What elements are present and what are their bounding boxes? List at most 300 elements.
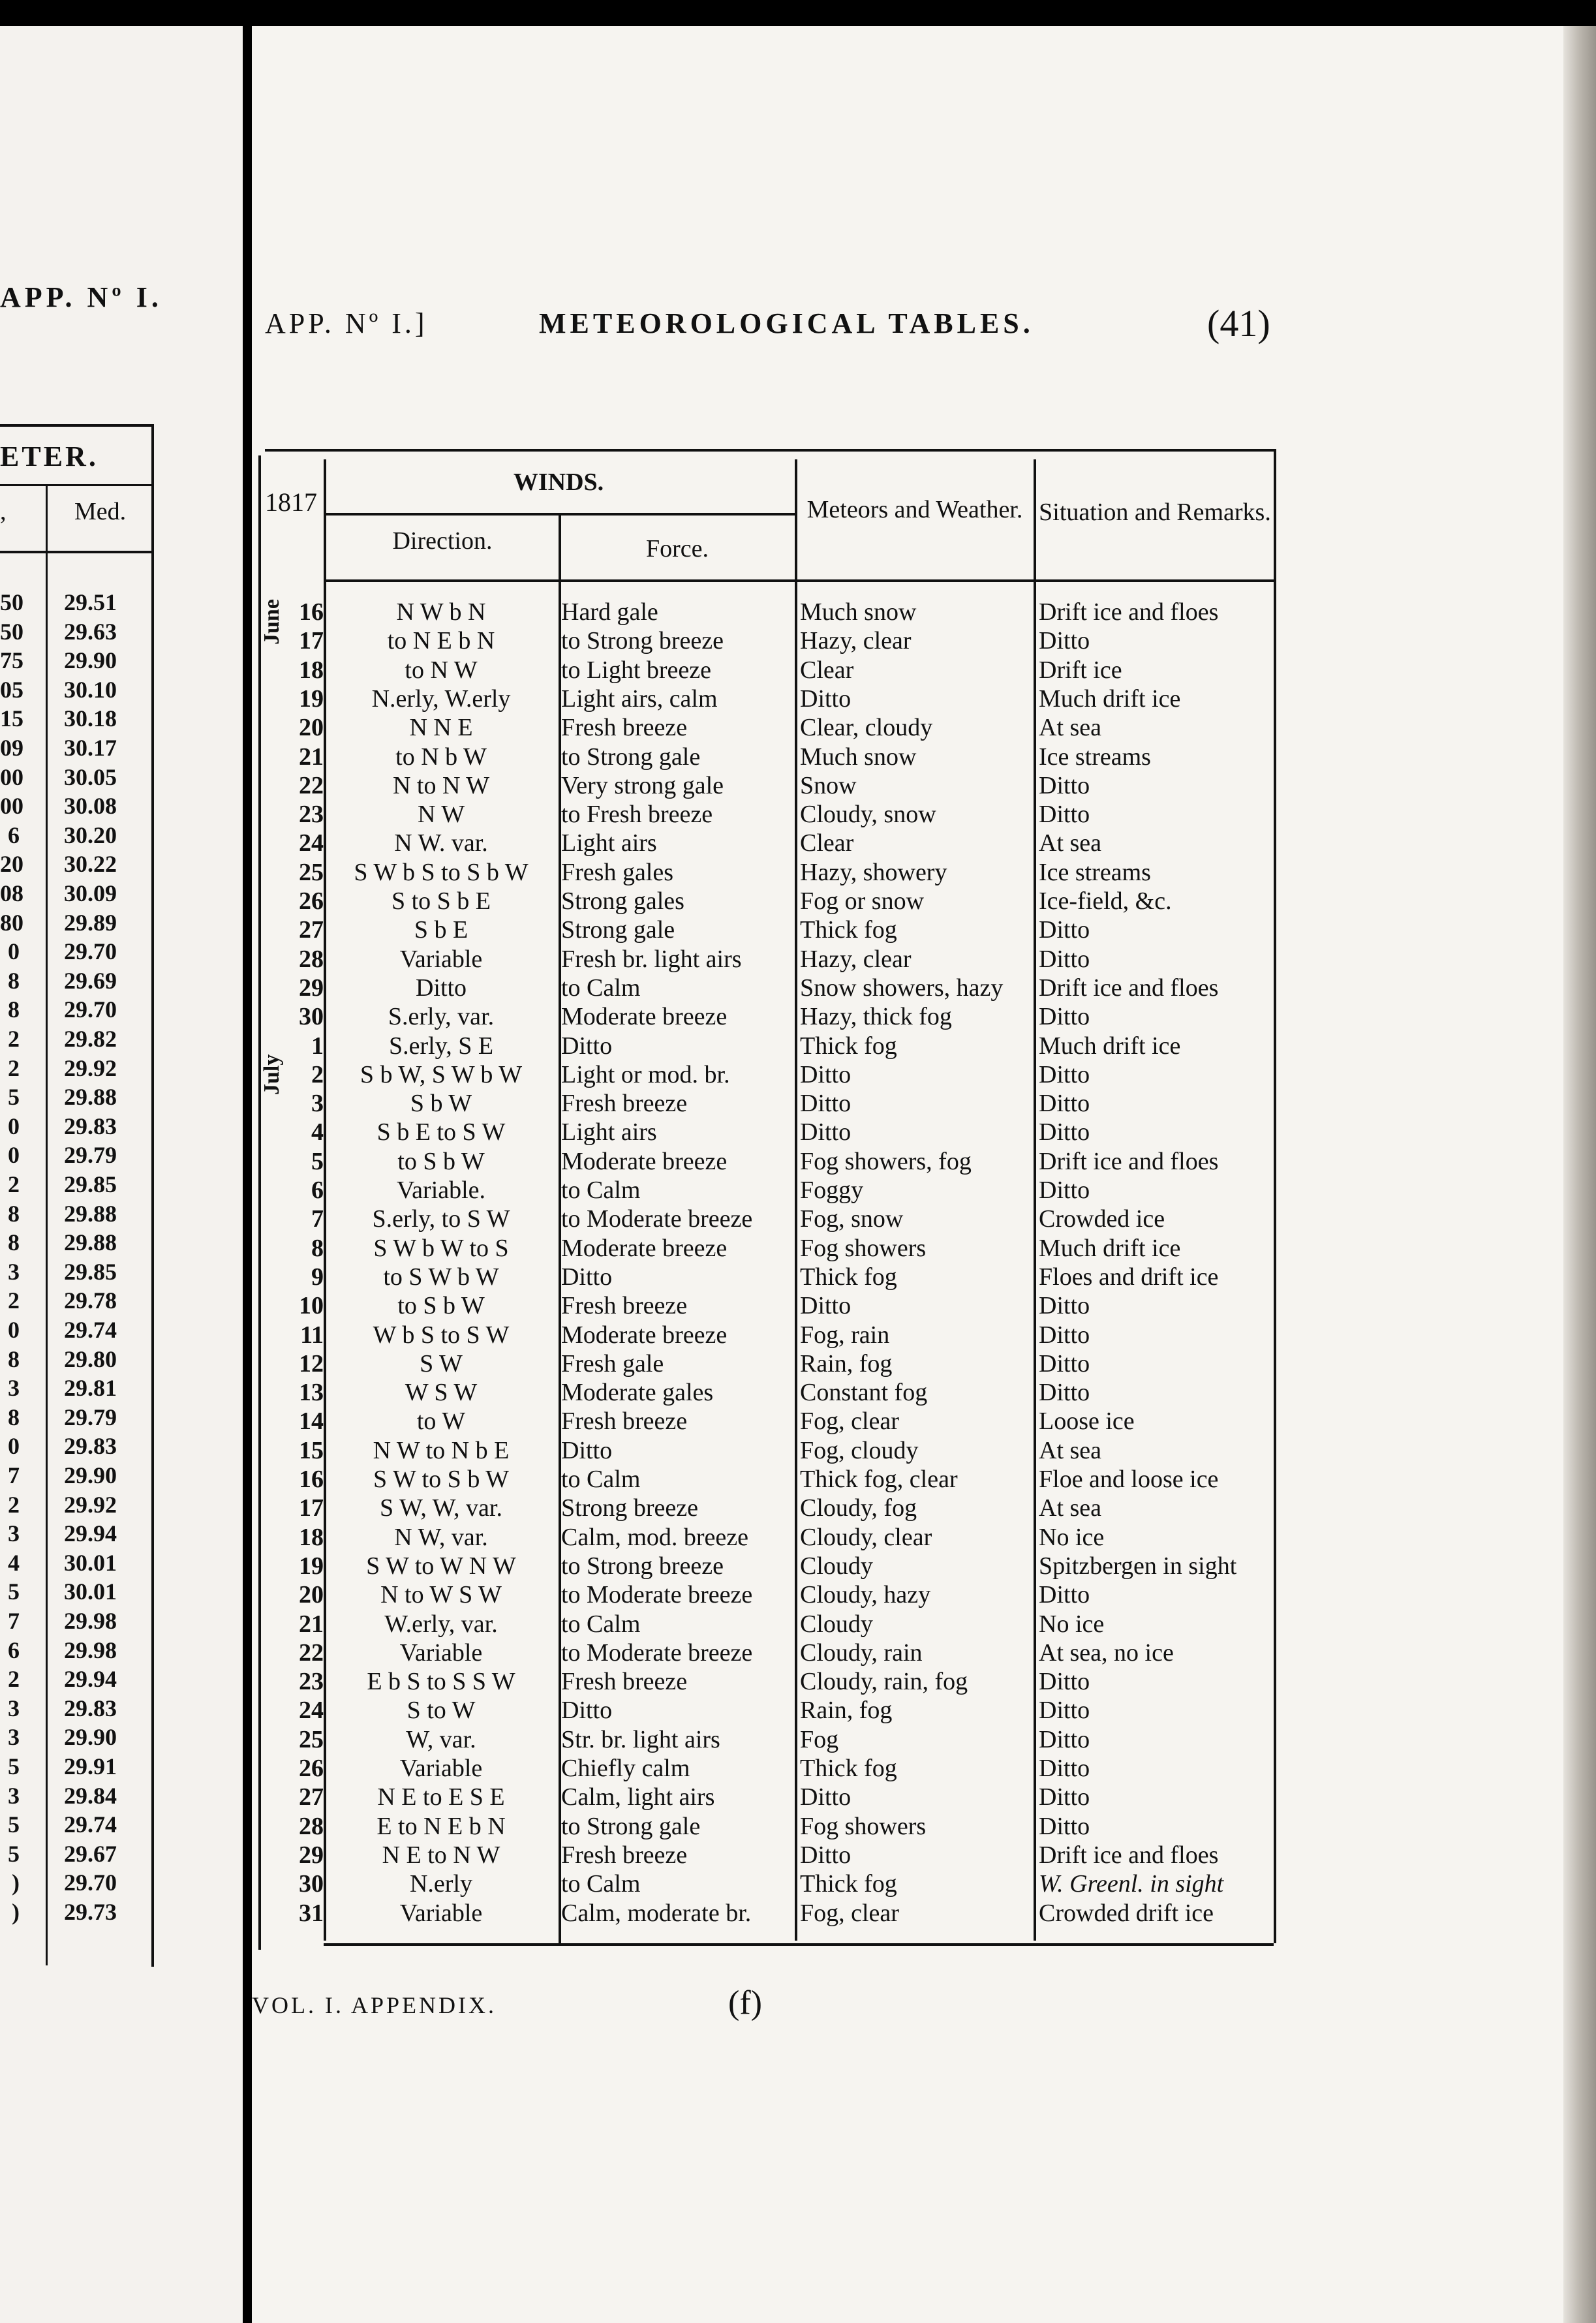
table-row bbox=[258, 1841, 1276, 1869]
left-col-a-cell: 50 bbox=[0, 589, 23, 615]
situation-cell: No ice bbox=[1039, 1523, 1105, 1551]
direction-cell: to N b W bbox=[395, 743, 487, 771]
direction-cell: Variable. bbox=[396, 1177, 486, 1204]
direction-cell: N W. var. bbox=[394, 829, 488, 857]
table-row bbox=[258, 1407, 1276, 1436]
left-med-cell: 30.09 bbox=[64, 880, 117, 906]
force-cell: to Calm bbox=[561, 974, 641, 1002]
left-table-row bbox=[0, 880, 151, 908]
left-med-cell: 29.85 bbox=[64, 1171, 117, 1197]
left-header-rule-bottom bbox=[0, 551, 151, 553]
left-table-row bbox=[0, 1083, 151, 1112]
header-bottom-rule bbox=[324, 579, 1276, 582]
direction-cell: Variable bbox=[399, 1755, 483, 1782]
day-cell: 4 bbox=[311, 1118, 324, 1146]
table-row bbox=[258, 1494, 1276, 1522]
direction-cell: to S W b W bbox=[383, 1263, 499, 1291]
situation-cell: Ditto bbox=[1039, 916, 1090, 944]
day-cell: 15 bbox=[299, 1436, 324, 1464]
left-med-cell: 29.67 bbox=[64, 1840, 117, 1867]
left-col-a-cell: 75 bbox=[0, 647, 23, 674]
situation-cell: Ditto bbox=[1039, 1349, 1090, 1377]
day-cell: 31 bbox=[299, 1899, 324, 1927]
meteors-cell: Cloudy bbox=[800, 1552, 873, 1580]
day-cell: 20 bbox=[299, 1581, 324, 1609]
situation-cell: Much drift ice bbox=[1039, 1032, 1181, 1060]
left-med-cell: 29.88 bbox=[64, 1200, 117, 1227]
meteors-cell: Constant fog bbox=[800, 1379, 928, 1407]
table-row bbox=[258, 1580, 1276, 1609]
day-cell: 28 bbox=[299, 1812, 324, 1840]
left-med-cell: 29.89 bbox=[64, 909, 117, 936]
direction-cell: Variable bbox=[399, 1899, 483, 1927]
force-cell: Strong gale bbox=[561, 916, 675, 944]
left-table-row bbox=[0, 822, 151, 850]
left-col-a-cell: 3 bbox=[8, 1782, 20, 1809]
left-col-a-cell: 8 bbox=[8, 1346, 20, 1372]
day-cell: 17 bbox=[299, 1494, 324, 1522]
left-col-a-cell: 2 bbox=[8, 1491, 20, 1518]
left-table-row bbox=[0, 1462, 151, 1490]
left-col-a-cell: 0 bbox=[8, 938, 20, 965]
situation-cell: Ice-field, &c. bbox=[1039, 887, 1172, 915]
direction-cell: S W b S to S b W bbox=[354, 858, 529, 886]
force-cell: to Moderate breeze bbox=[561, 1205, 753, 1233]
meteors-cell: Cloudy, rain, fog bbox=[800, 1668, 968, 1696]
situation-cell: Ditto bbox=[1039, 627, 1090, 655]
table-row bbox=[258, 1032, 1276, 1060]
left-med-cell: 29.98 bbox=[64, 1637, 117, 1663]
day-cell: 13 bbox=[299, 1379, 324, 1407]
day-cell: 26 bbox=[299, 887, 324, 915]
day-cell: 3 bbox=[311, 1090, 324, 1118]
force-cell: Str. br. light airs bbox=[561, 1725, 720, 1753]
left-table-row bbox=[0, 1316, 151, 1345]
meteors-cell: Thick fog bbox=[800, 1263, 897, 1291]
left-table-row bbox=[0, 1200, 151, 1229]
left-table-row bbox=[0, 1723, 151, 1752]
force-cell: Light airs bbox=[561, 1118, 657, 1146]
day-cell: 16 bbox=[299, 1466, 324, 1493]
meteors-cell: Thick fog bbox=[800, 1870, 897, 1898]
left-table-row bbox=[0, 1025, 151, 1054]
left-med-cell: 29.79 bbox=[64, 1404, 117, 1430]
left-col-a-cell: 05 bbox=[0, 676, 23, 703]
day-cell: 12 bbox=[299, 1349, 324, 1377]
direction-cell: S.erly, var. bbox=[388, 1003, 495, 1031]
direction-cell: W S W bbox=[405, 1379, 478, 1407]
left-med-cell: 29.92 bbox=[64, 1054, 117, 1081]
day-cell: 25 bbox=[299, 858, 324, 886]
left-table-row bbox=[0, 1869, 151, 1898]
table-row bbox=[258, 713, 1276, 742]
direction-cell: S.erly, to S W bbox=[372, 1205, 510, 1233]
left-med-cell: 29.82 bbox=[64, 1026, 117, 1052]
left-med-cell: 30.22 bbox=[64, 851, 117, 878]
day-cell: 23 bbox=[299, 801, 324, 829]
table-row bbox=[258, 685, 1276, 713]
situation-cell: At sea bbox=[1039, 1436, 1102, 1464]
situation-cell: Ditto bbox=[1039, 1060, 1090, 1088]
day-cell: 28 bbox=[299, 945, 324, 973]
force-cell: Fresh breeze bbox=[561, 1668, 688, 1696]
situation-heading: Situation and Remarks. bbox=[1039, 499, 1271, 526]
table-top-rule bbox=[265, 449, 1276, 452]
situation-cell: Ditto bbox=[1039, 1668, 1090, 1696]
direction-cell: S b E bbox=[414, 916, 468, 944]
force-cell: Fresh breeze bbox=[561, 1090, 688, 1118]
left-table-row bbox=[0, 1637, 151, 1665]
meteors-cell: Fog or snow bbox=[800, 887, 925, 915]
force-cell: to Moderate breeze bbox=[561, 1638, 753, 1667]
day-cell: 7 bbox=[311, 1205, 324, 1233]
meteors-cell: Rain, fog bbox=[800, 1697, 893, 1725]
left-col-a-cell: 2 bbox=[8, 1287, 20, 1314]
left-med-cell: 30.01 bbox=[64, 1578, 117, 1605]
left-table-row bbox=[0, 850, 151, 879]
direction-cell: S b W bbox=[410, 1090, 472, 1118]
meteors-cell: Cloudy, snow bbox=[800, 801, 936, 829]
left-col-a-cell: 2 bbox=[8, 1054, 20, 1081]
table-row bbox=[258, 1610, 1276, 1638]
force-cell: Calm, mod. breeze bbox=[561, 1523, 749, 1551]
meteors-cell: Thick fog bbox=[800, 1032, 897, 1060]
left-col-a-cell: 3 bbox=[8, 1724, 20, 1751]
left-table-row bbox=[0, 1578, 151, 1607]
left-table-row bbox=[0, 1404, 151, 1432]
situation-cell: Ditto bbox=[1039, 945, 1090, 973]
direction-cell: N W bbox=[417, 801, 465, 829]
force-cell: to Calm bbox=[561, 1870, 641, 1898]
meteors-cell: Snow bbox=[800, 771, 857, 799]
left-table-row bbox=[0, 676, 151, 705]
table-row bbox=[258, 1118, 1276, 1146]
situation-cell: Ditto bbox=[1039, 1697, 1090, 1725]
situation-cell: Ditto bbox=[1039, 1118, 1090, 1146]
meteors-cell: Hazy, clear bbox=[800, 945, 912, 973]
force-cell: Calm, light airs bbox=[561, 1783, 715, 1811]
force-cell: to Strong gale bbox=[561, 743, 701, 771]
situation-cell: Loose ice bbox=[1039, 1408, 1135, 1436]
meteors-cell: Cloudy, hazy bbox=[800, 1581, 931, 1609]
day-cell: 23 bbox=[299, 1668, 324, 1696]
left-table-row bbox=[0, 734, 151, 763]
force-cell: Fresh breeze bbox=[561, 714, 688, 742]
page-edge bbox=[1563, 26, 1596, 2323]
direction-cell: N N E bbox=[409, 714, 473, 742]
meteors-cell: Fog showers bbox=[800, 1234, 927, 1262]
direction-cell: W, var. bbox=[406, 1725, 476, 1753]
table-row bbox=[258, 1436, 1276, 1465]
left-col-a-cell: 4 bbox=[8, 1549, 20, 1576]
situation-cell: Ditto bbox=[1039, 1003, 1090, 1031]
table-row bbox=[258, 887, 1276, 915]
direction-cell: E to N E b N bbox=[376, 1812, 506, 1840]
left-col-a-cell: 2 bbox=[8, 1666, 20, 1693]
day-cell: 29 bbox=[299, 1841, 324, 1869]
direction-cell: E b S to S S W bbox=[367, 1668, 515, 1696]
left-med-cell: 30.20 bbox=[64, 822, 117, 848]
table-row bbox=[258, 858, 1276, 887]
meteors-cell: Ditto bbox=[800, 1783, 852, 1811]
meteors-cell: Fog showers bbox=[800, 1812, 927, 1840]
meteors-cell: Ditto bbox=[800, 1090, 852, 1118]
direction-cell: to N W bbox=[405, 656, 478, 684]
force-cell: Moderate breeze bbox=[561, 1321, 728, 1349]
table-row bbox=[258, 800, 1276, 829]
table-row bbox=[258, 1378, 1276, 1407]
table-row bbox=[258, 1465, 1276, 1494]
left-med-cell: 29.70 bbox=[64, 1869, 117, 1896]
meteors-cell: Fog, clear bbox=[800, 1408, 899, 1436]
force-cell: Fresh breeze bbox=[561, 1292, 688, 1320]
page-number: (41) bbox=[1207, 302, 1270, 345]
situation-cell: Drift ice and floes bbox=[1039, 1147, 1219, 1175]
day-cell: 11 bbox=[300, 1321, 324, 1349]
situation-cell: Ditto bbox=[1039, 801, 1090, 829]
situation-cell: Much drift ice bbox=[1039, 685, 1181, 713]
left-med-cell: 29.81 bbox=[64, 1375, 117, 1402]
force-cell: Moderate breeze bbox=[561, 1147, 728, 1175]
day-cell: 16 bbox=[299, 598, 324, 626]
direction-cell: S W, W, var. bbox=[380, 1494, 502, 1522]
meteors-cell: Fog, cloudy bbox=[800, 1436, 919, 1464]
situation-cell: Much drift ice bbox=[1039, 1234, 1181, 1262]
meteors-cell: Snow showers, hazy bbox=[800, 974, 1004, 1002]
situation-cell: Floes and drift ice bbox=[1039, 1263, 1219, 1291]
table-row bbox=[258, 1060, 1276, 1089]
left-med-cell: 29.83 bbox=[64, 1433, 117, 1460]
force-cell: Fresh gale bbox=[561, 1349, 664, 1377]
force-cell: Moderate breeze bbox=[561, 1234, 728, 1262]
table-row bbox=[258, 1263, 1276, 1291]
left-table-row bbox=[0, 647, 151, 675]
direction-cell: to S b W bbox=[397, 1147, 485, 1175]
day-cell: 29 bbox=[299, 974, 324, 1002]
table-row bbox=[258, 1349, 1276, 1378]
left-col-a-cell: 0 bbox=[8, 1317, 20, 1343]
situation-cell: Ditto bbox=[1039, 1177, 1090, 1204]
meteors-cell: Cloudy, clear bbox=[800, 1523, 932, 1551]
left-med-cell: 29.98 bbox=[64, 1608, 117, 1634]
situation-cell: Ditto bbox=[1039, 1090, 1090, 1118]
left-med-cell: 30.08 bbox=[64, 793, 117, 820]
situation-cell: Spitzbergen in sight bbox=[1039, 1552, 1237, 1580]
meteors-cell: Much snow bbox=[800, 743, 917, 771]
table-row bbox=[258, 626, 1276, 655]
situation-cell: At sea, no ice bbox=[1039, 1638, 1174, 1667]
left-col-a-cell: 3 bbox=[8, 1695, 20, 1721]
situation-cell: At sea bbox=[1039, 829, 1102, 857]
force-cell: Fresh breeze bbox=[561, 1408, 688, 1436]
meteors-cell: Rain, fog bbox=[800, 1349, 893, 1377]
left-col-a-cell: 3 bbox=[8, 1375, 20, 1402]
situation-cell: Ditto bbox=[1039, 1379, 1090, 1407]
left-table-row bbox=[0, 1811, 151, 1839]
left-col-a-cell: 0 bbox=[8, 1433, 20, 1460]
left-med-cell: 29.51 bbox=[64, 589, 117, 615]
meteors-cell: Fog bbox=[800, 1725, 839, 1753]
footer-volume: VOL. I. APPENDIX. bbox=[252, 1992, 497, 2018]
meteors-cell: Thick fog, clear bbox=[800, 1466, 958, 1493]
force-cell: Ditto bbox=[561, 1263, 613, 1291]
left-col-a-cell: 6 bbox=[8, 1637, 20, 1663]
situation-cell: At sea bbox=[1039, 714, 1102, 742]
year-heading: 1817 bbox=[265, 487, 317, 517]
table-row bbox=[258, 771, 1276, 800]
situation-cell: Ice streams bbox=[1039, 858, 1151, 886]
left-med-cell: 29.80 bbox=[64, 1346, 117, 1372]
force-cell: to Moderate breeze bbox=[561, 1581, 753, 1609]
direction-cell: S W to W N W bbox=[366, 1552, 516, 1580]
left-med-cell: 29.94 bbox=[64, 1666, 117, 1693]
left-med-cell: 29.90 bbox=[64, 1724, 117, 1751]
left-col-a-cell: 8 bbox=[8, 1200, 20, 1227]
direction-cell: N to N W bbox=[392, 771, 490, 799]
day-cell: 2 bbox=[311, 1060, 324, 1088]
left-table-row bbox=[0, 1665, 151, 1694]
force-cell: Ditto bbox=[561, 1697, 613, 1725]
day-cell: 6 bbox=[311, 1177, 324, 1204]
direction-cell: N W to N b E bbox=[373, 1436, 510, 1464]
meteors-cell: Much snow bbox=[800, 598, 917, 626]
day-cell: 18 bbox=[299, 1523, 324, 1551]
left-med-cell: 29.73 bbox=[64, 1899, 117, 1925]
left-col-a-cell: 7 bbox=[8, 1608, 20, 1634]
left-page bbox=[0, 26, 243, 2323]
left-med-cell: 29.88 bbox=[64, 1084, 117, 1111]
force-cell: Strong breeze bbox=[561, 1494, 698, 1522]
table-row bbox=[258, 1291, 1276, 1320]
meteors-cell: Fog, snow bbox=[800, 1205, 904, 1233]
page-footer bbox=[252, 1984, 1426, 2036]
situation-cell: Ditto bbox=[1039, 1783, 1090, 1811]
left-col-a-cell: 0 bbox=[8, 1113, 20, 1139]
force-cell: to Strong breeze bbox=[561, 1552, 724, 1580]
left-med-cell: 29.90 bbox=[64, 647, 117, 674]
force-cell: to Strong gale bbox=[561, 1812, 701, 1840]
situation-cell: Ditto bbox=[1039, 1812, 1090, 1840]
table-row bbox=[258, 915, 1276, 944]
table-row bbox=[258, 1812, 1276, 1841]
left-col-a-cell: 5 bbox=[8, 1753, 20, 1779]
left-col-a-cell: 8 bbox=[8, 967, 20, 994]
left-running-head: APP. Nº I. bbox=[0, 281, 162, 313]
left-table-row bbox=[0, 1258, 151, 1287]
force-cell: to Strong breeze bbox=[561, 627, 724, 655]
left-col-a-cell: 0 bbox=[8, 1142, 20, 1169]
direction-cell: N W, var. bbox=[394, 1523, 488, 1551]
left-col-a-cell: 5 bbox=[8, 1811, 20, 1838]
situation-cell: No ice bbox=[1039, 1610, 1105, 1638]
situation-cell: Ice streams bbox=[1039, 743, 1151, 771]
force-cell: Calm, moderate br. bbox=[561, 1899, 752, 1927]
left-med-cell: 30.01 bbox=[64, 1549, 117, 1576]
meteors-cell: Fog showers, fog bbox=[800, 1147, 972, 1175]
force-cell: to Calm bbox=[561, 1610, 641, 1638]
day-cell: 24 bbox=[299, 1697, 324, 1725]
left-col-a-cell: 20 bbox=[0, 851, 23, 878]
situation-cell: Ditto bbox=[1039, 1581, 1090, 1609]
left-col-a-cell: 8 bbox=[8, 1404, 20, 1430]
day-cell: 26 bbox=[299, 1755, 324, 1782]
meteors-cell: Clear bbox=[800, 656, 854, 684]
day-cell: 25 bbox=[299, 1725, 324, 1753]
left-table-row bbox=[0, 967, 151, 996]
direction-cell: Ditto bbox=[415, 974, 467, 1002]
left-col-a-cell: ) bbox=[12, 1869, 20, 1896]
table-row bbox=[258, 1899, 1276, 1928]
table-row bbox=[258, 1638, 1276, 1667]
table-bottom-rule bbox=[324, 1943, 1274, 1946]
left-col-a-cell: 5 bbox=[8, 1084, 20, 1111]
left-table-row bbox=[0, 1141, 151, 1170]
direction-cell: S b W, S W b W bbox=[360, 1060, 523, 1088]
meteors-cell: Fog, clear bbox=[800, 1899, 899, 1927]
direction-cell: Variable bbox=[399, 945, 483, 973]
table-row bbox=[258, 1783, 1276, 1811]
left-table-row bbox=[0, 1753, 151, 1781]
day-cell: 20 bbox=[299, 714, 324, 742]
day-cell: 19 bbox=[299, 685, 324, 713]
left-col-a-cell: ) bbox=[12, 1899, 20, 1925]
left-col-a-cell: 6 bbox=[8, 822, 20, 848]
direction-cell: N E to E S E bbox=[377, 1783, 505, 1811]
force-cell: Fresh br. light airs bbox=[561, 945, 742, 973]
meteors-heading: Meteors and Weather. bbox=[806, 496, 1023, 523]
day-cell: 21 bbox=[299, 743, 324, 771]
direction-cell: S W to S b W bbox=[373, 1466, 509, 1493]
meteors-cell: Thick fog bbox=[800, 916, 897, 944]
force-cell: Moderate gales bbox=[561, 1379, 714, 1407]
meteors-cell: Ditto bbox=[800, 1060, 852, 1088]
left-med-cell: 29.85 bbox=[64, 1258, 117, 1285]
direction-cell: W.erly, var. bbox=[384, 1610, 498, 1638]
table-row bbox=[258, 598, 1276, 626]
left-med-cell: 29.88 bbox=[64, 1229, 117, 1256]
direction-cell: S to S b E bbox=[391, 887, 491, 915]
left-table-row bbox=[0, 763, 151, 792]
meteors-cell: Thick fog bbox=[800, 1755, 897, 1782]
day-cell: 14 bbox=[299, 1408, 324, 1436]
running-head-title: METEOROLOGICAL TABLES. bbox=[539, 307, 1034, 339]
left-col-a-cell: 15 bbox=[0, 705, 23, 732]
left-med-cell: 29.90 bbox=[64, 1462, 117, 1488]
meteors-cell: Hazy, clear bbox=[800, 627, 912, 655]
left-med-cell: 30.17 bbox=[64, 735, 117, 761]
table-row bbox=[258, 829, 1276, 857]
table-row bbox=[258, 1234, 1276, 1263]
left-table-row bbox=[0, 589, 151, 617]
left-col-a-cell: 50 bbox=[0, 618, 23, 645]
direction-cell: to N E b N bbox=[387, 627, 495, 655]
day-cell: 21 bbox=[299, 1610, 324, 1638]
left-med-cell: 29.70 bbox=[64, 996, 117, 1023]
day-cell: 8 bbox=[311, 1234, 324, 1262]
left-col-a-cell: 3 bbox=[8, 1520, 20, 1547]
force-cell: Hard gale bbox=[561, 598, 658, 626]
left-col-a-cell: 5 bbox=[8, 1840, 20, 1867]
force-cell: to Light breeze bbox=[561, 656, 712, 684]
day-cell: 22 bbox=[299, 771, 324, 799]
table-row bbox=[258, 656, 1276, 685]
direction-cell: S W bbox=[420, 1349, 463, 1377]
left-table-row bbox=[0, 1840, 151, 1869]
meteors-cell: Cloudy, rain bbox=[800, 1638, 923, 1667]
left-col-a-cell: 80 bbox=[0, 909, 23, 936]
left-med-cell: 30.18 bbox=[64, 705, 117, 732]
direction-cell: N E to N W bbox=[382, 1841, 500, 1869]
